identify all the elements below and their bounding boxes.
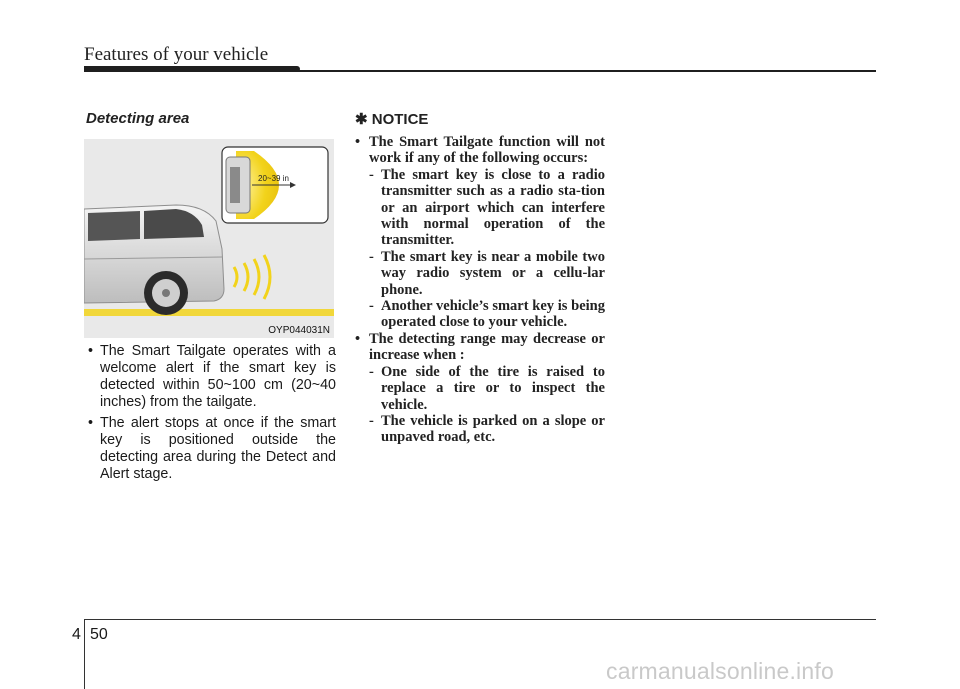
notice-item: • The Smart Tailgate function will not work if any of the following occurs: [355, 134, 605, 167]
notice-sub-item: - Another vehicle’s smart key is being operated close to your vehicle. [355, 298, 605, 331]
notice-item: • The detecting range may decrease or increase when : [355, 331, 605, 364]
notice-body [355, 134, 605, 446]
notice-sub-item: - One side of the tire is raised to replace a tire or to inspect the vehicle. [355, 364, 605, 413]
watermark: carmanualsonline.info [606, 658, 834, 684]
detecting-area-list [86, 343, 336, 487]
notice-title: NOTICE [371, 111, 429, 128]
list-item: • The Smart Tailgate operates with a welcome alert if the smart key is detected within 50~100 cm (20~40 inches) from the tailgate. [86, 343, 336, 411]
distance-label: 20~39 in [258, 174, 289, 183]
footer-rule [84, 619, 876, 620]
notice-sub-item: - The smart key is close to a radio transmitter such as a radio sta-tion or an airport which can interfere with normal operation of the transmitter. [355, 167, 605, 249]
notice-heading [355, 110, 428, 128]
figure-code: OYP044031N [268, 325, 330, 336]
header-rule [84, 70, 876, 72]
section-heading: Detecting area [86, 110, 190, 127]
page-number: 50 [90, 626, 108, 643]
detecting-area-figure [84, 139, 334, 338]
footer-divider [84, 619, 85, 689]
chapter-number: 4 [72, 626, 81, 643]
list-item: • The alert stops at once if the smart key is positioned outside the detecting area during the Detect and Alert stage. [86, 415, 336, 483]
vehicle-illustration [84, 139, 334, 338]
page-header-title: Features of your vehicle [84, 44, 269, 65]
notice-icon: ✱ [355, 111, 368, 128]
notice-sub-item: - The vehicle is parked on a slope or unpaved road, etc. [355, 413, 605, 446]
notice-sub-item: - The smart key is near a mobile two way radio system or a cellu-lar phone. [355, 249, 605, 298]
